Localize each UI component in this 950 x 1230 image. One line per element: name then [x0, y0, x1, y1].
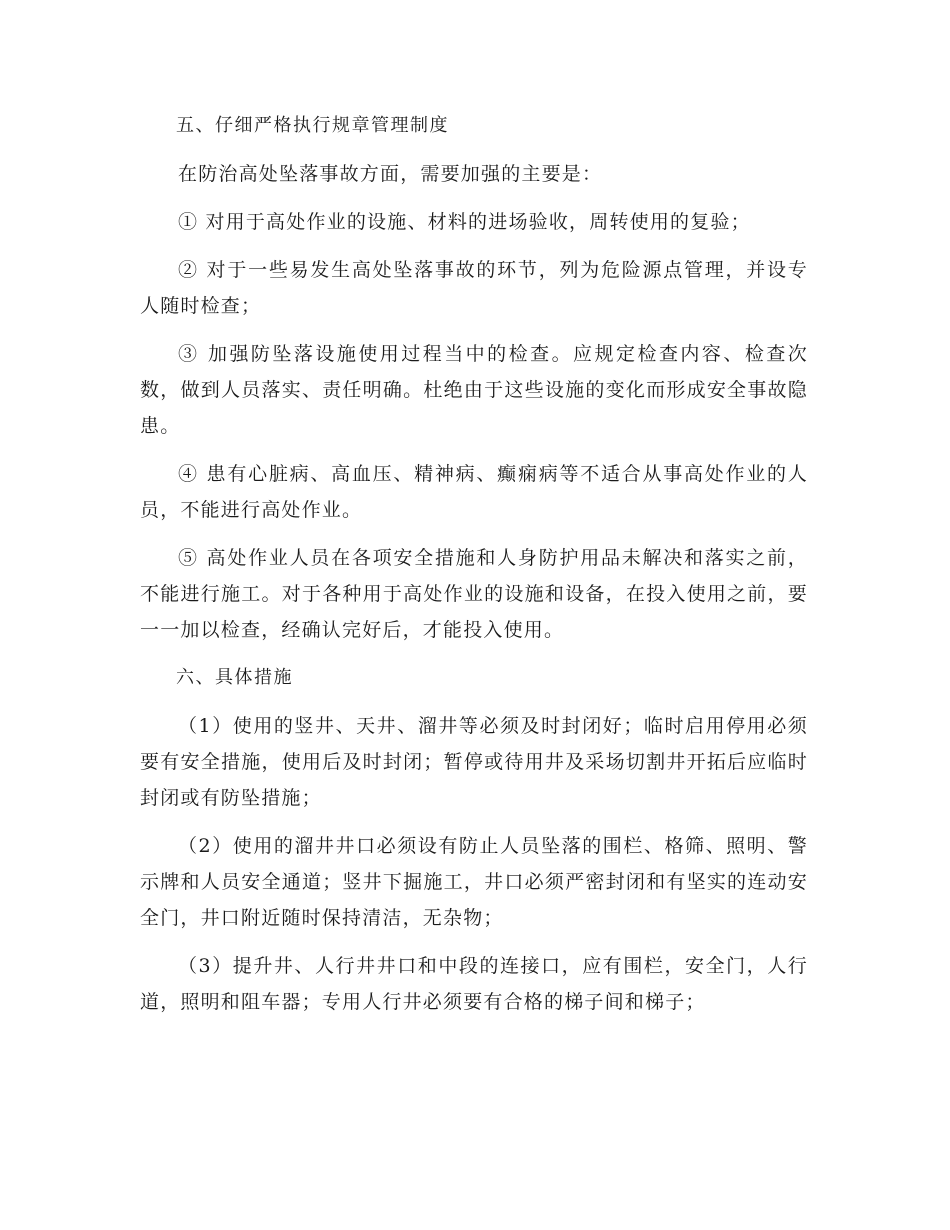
- paragraph: ⑤ 高处作业人员在各项安全措施和人身防护用品未解决和落实之前，不能进行施工。对于各种用于高处作业的设施和设备，在投入使用之前，要一一加以检查，经确认完好后，才能投入使用。: [140, 547, 808, 641]
- paragraph: ④ 患有心脏病、高血压、精神病、癫痫病等不适合从事高处作业的人员，不能进行高处作业。: [140, 463, 808, 521]
- section-heading: 五、仔细严格执行规章管理制度: [176, 115, 449, 136]
- paragraph: （2）使用的溜井井口必须设有防止人员坠落的围栏、格筛、照明、警示牌和人员安全通道；竖井下掘施工，井口必须严密封闭和有坚实的连动安全门，井口附近随时保持清洁，无杂物；: [140, 835, 808, 929]
- paragraph: ③ 加强防坠落设施使用过程当中的检查。应规定检查内容、检查次数，做到人员落实、责任明确。杜绝由于这些设施的变化而形成安全事故隐患。: [140, 343, 808, 437]
- paragraph: ② 对于一些易发生高处坠落事故的环节，列为危险源点管理，并设专人随时检查；: [140, 259, 808, 317]
- paragraph: ① 对用于高处作业的设施、材料的进场验收，周转使用的复验；: [178, 211, 751, 233]
- paragraph: （1）使用的竖井、天井、溜井等必须及时封闭好；临时启用停用必须要有安全措施，使用后及时封闭；暂停或待用井及采场切割井开拓后应临时封闭或有防坠措施；: [140, 715, 808, 809]
- paragraph: （3）提升井、人行井井口和中段的连接口，应有围栏，安全门，人行道，照明和阻车器；专用人行井必须要有合格的梯子间和梯子；: [140, 955, 808, 1013]
- paragraph: 在防治高处坠落事故方面，需要加强的主要是：: [178, 163, 603, 185]
- section-heading: 六、具体措施: [176, 667, 293, 688]
- document-body: [140, 108, 808, 1032]
